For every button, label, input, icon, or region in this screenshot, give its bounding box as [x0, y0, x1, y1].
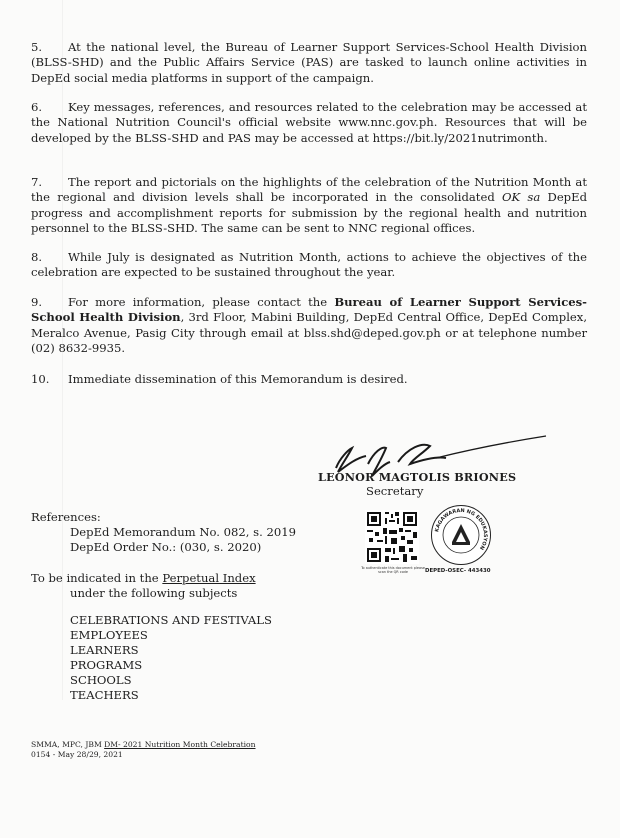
footer-filename: DM- 2021 Nutrition Month Celebration: [104, 740, 256, 749]
qr-caption: To authenticate this document please scan the QR code: [361, 566, 425, 574]
paragraph-text: Immediate dissemination of this Memorandum is desired.: [68, 372, 408, 386]
paragraph-italic: OK sa: [502, 190, 541, 205]
paragraph-number: 10.: [31, 372, 50, 386]
paragraph-7: [31, 175, 587, 237]
paragraph-number: 5.: [31, 40, 43, 54]
footer-initials: [31, 740, 256, 750]
paragraph-text: The report and pictorials on the highlights of the celebration of the Nutrition Month at the regional and division levels shall be incorporated in the consolidated: [31, 175, 587, 205]
paragraph-text: For more information, please contact the: [68, 295, 335, 309]
paragraph-text: Key messages, references, and resources related to the celebration may be accessed at the National Nutrition Council's official website www.nnc.gov.ph. Resources that will be developed by the BLSS-SHD and PAS may be accessed at https://bit.ly/2021nutrimonth.: [31, 100, 587, 145]
footer-date: 0154 - May 28/29, 2021: [31, 750, 123, 759]
qr-code-icon: [365, 510, 419, 564]
paragraph-number: 9.: [31, 295, 43, 309]
paragraph-text: DepEd progress and accomplishment reports for submission by the regional health and nutrition personnel to the BLSS-SHD. The same can be sent to NNC regional offices.: [31, 190, 587, 236]
signatory-title: Secretary: [366, 484, 424, 498]
paragraph-number: 6.: [31, 100, 43, 114]
paragraph-text: While July is designated as Nutrition Month, actions to achieve the objectives of the celebration are expected to be sustained throughout the year.: [31, 250, 587, 280]
stamp-code: DEPED-OSEC- 443430: [425, 568, 491, 574]
signatory-name: LEONOR MAGTOLIS BRIONES: [318, 470, 517, 484]
subject-item: TEACHERS: [70, 688, 139, 702]
paragraph-6: [31, 100, 587, 146]
reference-item: DepEd Order No.: (030, s. 2020): [70, 540, 262, 554]
subject-item: SCHOOLS: [70, 673, 132, 687]
paragraph-text: At the national level, the Bureau of Learner Support Services-School Health Division (BLSS-SHD) and the Public Affairs Service (PAS) are tasked to launch online activities in DepEd social media platforms in support of the campaign.: [31, 40, 587, 85]
paragraph-number: 8.: [31, 250, 43, 264]
paragraph-10: [31, 372, 587, 387]
contact-office: Bureau of Learner Support Services-School Health Division: [31, 295, 587, 325]
subject-item: LEARNERS: [70, 643, 139, 657]
paragraph-number: 7.: [31, 175, 43, 189]
index-subtitle: under the following subjects: [70, 586, 238, 600]
paragraph-8: [31, 250, 587, 281]
index-note: [31, 571, 256, 585]
references-label: References:: [31, 510, 101, 524]
paragraph-9: [31, 295, 587, 357]
index-prefix: To be indicated in the: [31, 571, 163, 585]
paragraph-text: , 3rd Floor, Mabini Building, DepEd Central Office, DepEd Complex, Meralco Avenue, Pasig City through email at blss.shd@deped.gov.ph or at telephone number (02) 8632-9935.: [31, 310, 588, 356]
subject-item: CELEBRATIONS AND FESTIVALS: [70, 613, 272, 627]
reference-item: DepEd Memorandum No. 082, s. 2019: [70, 525, 296, 539]
seal-text: KAGAWARAN NG EDUKASYON: [434, 507, 489, 551]
subject-item: PROGRAMS: [70, 658, 143, 672]
perpetual-index-link: Perpetual Index: [162, 571, 256, 585]
footer-prefix: SMMA, MPC, JBM: [31, 740, 105, 749]
deped-seal: [430, 504, 492, 566]
subject-item: EMPLOYEES: [70, 628, 148, 642]
paragraph-5: [31, 40, 587, 86]
